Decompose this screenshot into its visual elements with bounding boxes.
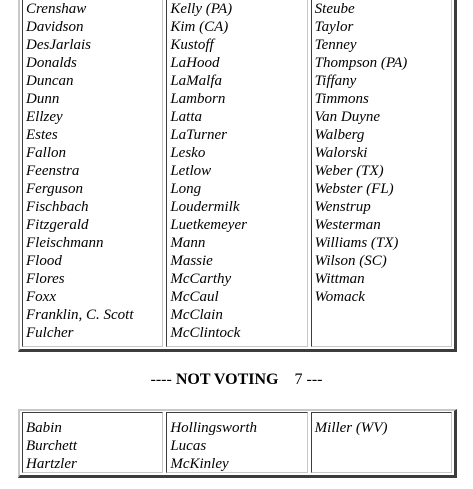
not-voting-column-3 [311,412,452,473]
names-column-1 [22,0,163,347]
member-name: Fleischmann [26,235,104,251]
member-name: Letlow [170,163,212,179]
member-name: Burchett [26,438,78,454]
member-name: Fitzgerald [26,217,89,233]
not-voting-column-2 [166,412,307,473]
heading-label: NOT VOTING [175,371,279,388]
member-name: Tiffany [314,73,357,89]
not-voting-column-1 [22,412,163,473]
member-name: Babin [26,420,62,436]
member-name: Dunn [26,91,60,107]
names-column-2 [166,0,307,347]
member-name: LaTurner [170,127,228,143]
heading-count: 7 [294,371,303,388]
member-name: Lesko [170,145,206,161]
member-name: Donalds [26,55,77,71]
member-name: Luetkemeyer [170,217,247,233]
member-name: Weber (TX) [314,163,384,179]
member-name: LaHood [170,55,220,71]
member-name: Webster (FL) [314,181,394,197]
member-name: Lucas [170,438,207,454]
member-name: Flood [26,253,62,269]
member-name: Latta [170,109,203,125]
member-name: Wittman [314,271,365,287]
names-column-3 [311,0,452,347]
member-name: DesJarlais [26,37,91,53]
member-name: Fischbach [26,199,89,215]
member-name: Ferguson [26,181,83,197]
member-name: Walberg [314,127,365,143]
member-name: McClintock [170,325,241,341]
voting-names-table [18,0,457,352]
member-name: McKinley [170,456,229,472]
member-name: Lamborn [170,91,226,107]
member-name: Foxx [26,289,56,305]
member-name: Womack [314,289,365,305]
member-name: Van Duyne [314,109,381,125]
member-name: Wenstrup [314,199,371,215]
heading-prefix: ---- [150,371,172,388]
member-name: McClain [170,307,223,323]
member-name: Kim (CA) [170,19,229,35]
member-name: Kelly (PA) [170,1,233,17]
member-name: Westerman [314,217,381,233]
member-name: Walorski [314,145,368,161]
member-name: Tenney [314,37,357,53]
member-name: LaMalfa [170,73,223,89]
member-name: Steube [314,1,355,17]
member-name: Mann [170,235,206,251]
heading-suffix: --- [306,371,323,388]
member-name: Thompson (PA) [314,55,408,71]
member-name: Taylor [314,19,354,35]
member-name: Loudermilk [170,199,240,215]
not-voting-heading [0,370,473,390]
not-voting-names-table [18,409,457,478]
member-name: Franklin, C. Scott [26,307,134,323]
member-name: McCarthy [170,271,232,287]
member-name: Massie [170,253,213,269]
member-name: Wilson (SC) [314,253,387,269]
member-name: Miller (WV) [314,420,388,436]
member-name: Flores [26,271,65,287]
member-name: Crenshaw [26,1,87,17]
member-name: Davidson [26,19,84,35]
member-name: Fallon [26,145,66,161]
member-name: Estes [26,127,58,143]
member-name: Fulcher [26,325,74,341]
member-name: Feenstra [26,163,80,179]
member-name: Duncan [26,73,74,89]
member-name: Timmons [314,91,369,107]
member-name: Hollingsworth [170,420,258,436]
member-name: Ellzey [26,109,63,125]
member-name: Kustoff [170,37,214,53]
member-name: McCaul [170,289,219,305]
member-name: Williams (TX) [314,235,399,251]
member-name: Hartzler [26,456,77,472]
member-name: Long [170,181,202,197]
